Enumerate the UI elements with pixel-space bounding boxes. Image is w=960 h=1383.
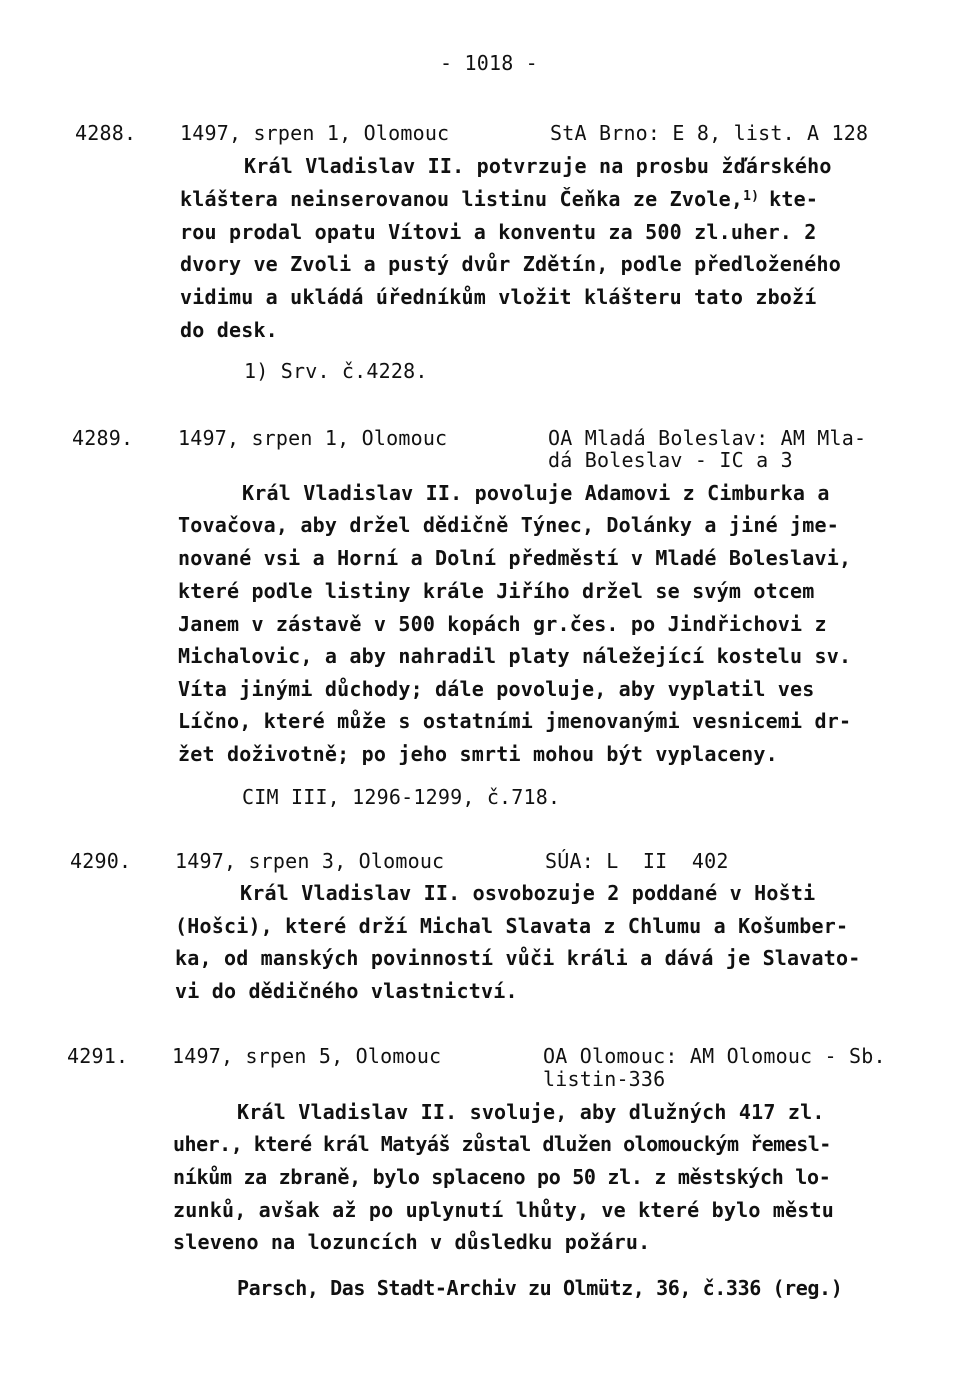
entry-number: 4291. [67,1044,129,1068]
text-line: Víta jinými důchody; dále povoluje, aby vyplatil ves [178,677,815,701]
text-line-tail: kte- [769,187,819,211]
archive-reference: SÚA: L II 402 [545,849,729,873]
source-citation: CIM III, 1296-1299, č.718. [242,785,561,809]
text-line: (Hošci), které drží Michal Slavata z Chlumu a Košumber- [175,914,849,938]
text-line: dvory ve Zvoli a pustý dvůr Zdětín, podle předloženého [180,252,842,276]
text-line [180,188,818,210]
archive-reference: dá Boleslav - IC a 3 [548,448,793,472]
text-line: které podle listiny krále Jiřího držel se svým otcem [178,579,815,603]
entry-header: 1497, srpen 1, Olomouc [180,121,450,145]
text-line: Michalovic, a aby nahradil platy náležející kostelu sv. [178,644,852,668]
text-line: vidimu a ukládá úředníkům vložit klášteru tato zboží [180,285,817,309]
archive-reference: listin-336 [543,1067,666,1091]
source-citation: Parsch, Das Stadt-Archiv zu Olmütz, 36, č.336 (reg.) [237,1276,843,1300]
footnote: 1) Srv. č.4228. [244,359,428,383]
entry-number: 4289. [72,426,134,450]
entry-number: 4290. [70,849,132,873]
text-line: Král Vladislav II. potvrzuje na prosbu žďárského [244,154,832,178]
text-line: Král Vladislav II. osvobozuje 2 poddané v Hošti [240,881,816,905]
text-line: Tovačova, aby držel dědičně Týnec, Dolánky a jiné jme- [178,513,840,537]
archive-reference: OA Olomouc: AM Olomouc - Sb. [543,1044,886,1068]
footnote-marker: 1) [743,189,760,204]
archive-reference: StA Brno: E 8, list. A 128 [550,121,869,145]
entry-header: 1497, srpen 1, Olomouc [178,426,448,450]
text-line: Líčno, které může s ostatními jmenovanými vesnicemi dr- [178,709,852,733]
text-line: ka, od manských povinností vůči králi a dává je Slavato- [175,946,861,970]
text-line: zunků, avšak až po uplynutí lhůty, ve které bylo městu [173,1198,835,1222]
text-line: Král Vladislav II. svoluje, aby dlužných 417 zl. [237,1100,825,1124]
archive-reference: OA Mladá Boleslav: AM Mla- [548,426,867,450]
text-line: žet doživotně; po jeho smrti mohou být vyplaceny. [178,742,778,766]
text-line: nované vsi a Horní a Dolní předměstí v Mladé Boleslavi, [178,546,852,570]
text-line: uher., které král Matyáš zůstal dlužen olomouckým řemesl- [173,1132,831,1156]
text-line: vi do dědičného vlastnictví. [175,979,518,1003]
text-line: sleveno na lozuncích v důsledku požáru. [173,1230,651,1254]
text-line: rou prodal opatu Vítovi a konventu za 500 zl.uher. 2 [180,220,817,244]
text-line: do desk. [180,318,278,342]
text-line-body: kláštera neinserovanou listinu Čeňka ze Zvole, [180,187,744,211]
entry-number: 4288. [75,121,137,145]
text-line: Král Vladislav II. povoluje Adamovi z Cimburka a [242,481,830,505]
entry-header: 1497, srpen 5, Olomouc [172,1044,442,1068]
text-line: níkům za zbraně, bylo splaceno po 50 zl. z městských lo- [173,1165,831,1189]
entry-header: 1497, srpen 3, Olomouc [175,849,445,873]
page-number: - 1018 - [440,51,538,75]
text-line: Janem v zástavě v 500 kopách gr.čes. po Jindřichovi z [178,612,827,636]
